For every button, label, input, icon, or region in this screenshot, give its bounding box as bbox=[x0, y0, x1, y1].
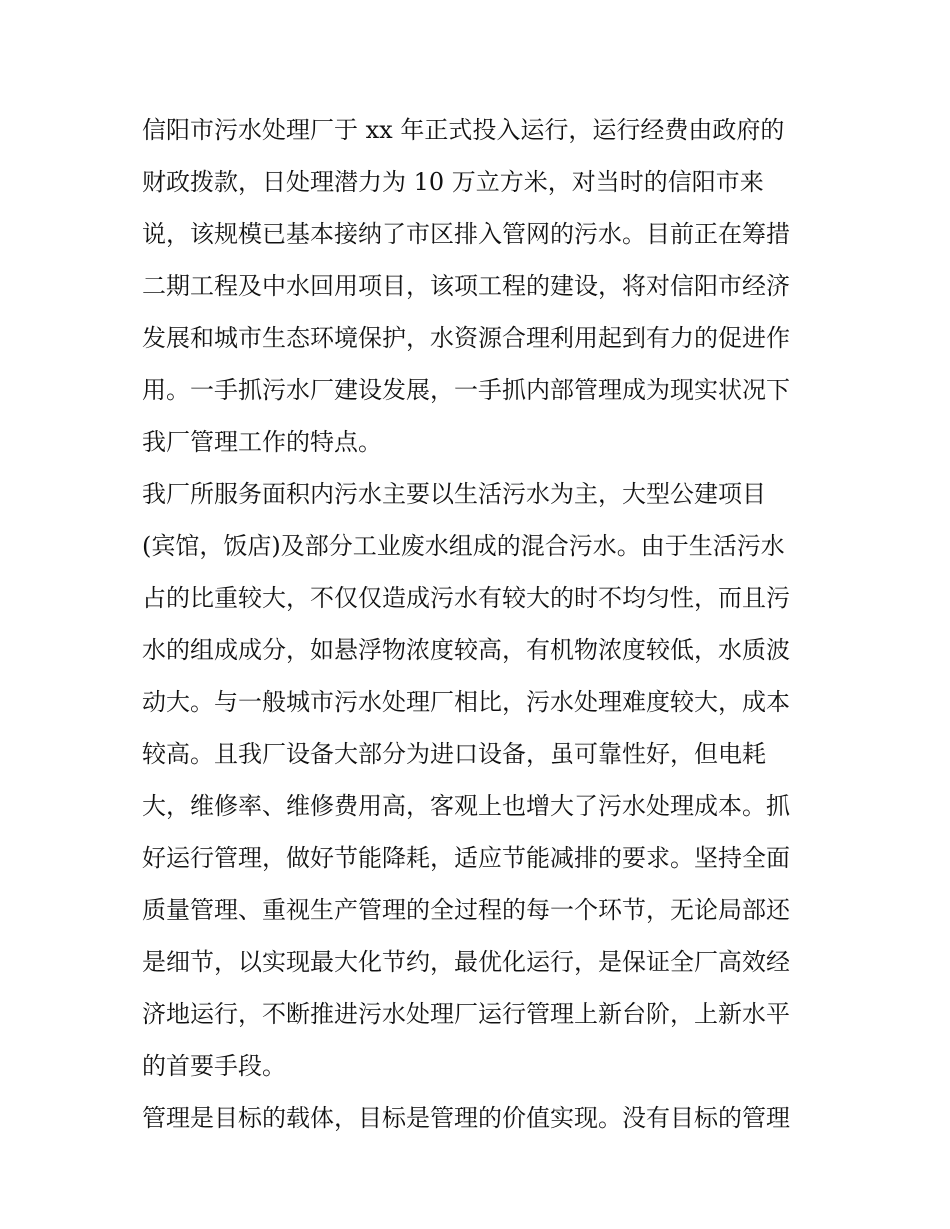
text-line: 济地运行，不断推进污水处理厂运行管理上新台阶，上新水平 bbox=[142, 1000, 790, 1028]
text-line: 我厂所服务面积内污水主要以生活污水为主，大型公建项目 bbox=[142, 480, 766, 508]
text-line: 的首要手段。 bbox=[142, 1052, 286, 1080]
text-line: 较高。且我厂设备大部分为进口设备，虽可靠性好，但电耗 bbox=[142, 740, 766, 768]
text-line: 二期工程及中水回用项目，该项工程的建设，将对信阳市经济 bbox=[142, 272, 790, 300]
text-line: 发展和城市生态环境保护，水资源合理利用起到有力的促进作 bbox=[142, 324, 790, 352]
text-line: 信阳市污水处理厂于 xx 年正式投入运行，运行经费由政府的 bbox=[142, 116, 785, 144]
text-line: 说，该规模已基本接纳了市区排入管网的污水。目前正在筹措 bbox=[142, 220, 790, 248]
text-line: 质量管理、重视生产管理的全过程的每一个环节，无论局部还 bbox=[142, 896, 790, 924]
text-line: 水的组成成分，如悬浮物浓度较高，有机物浓度较低，水质波 bbox=[142, 636, 790, 664]
text-line: 财政拨款，日处理潜力为 10 万立方米，对当时的信阳市来 bbox=[142, 168, 764, 196]
text-line: 是细节，以实现最大化节约，最优化运行，是保证全厂高效经 bbox=[142, 948, 790, 976]
text-line: 管理是目标的载体，目标是管理的价值实现。没有目标的管理 bbox=[142, 1104, 790, 1132]
text-line: 大，维修率、维修费用高，客观上也增大了污水处理成本。抓 bbox=[142, 792, 790, 820]
text-line: 占的比重较大，不仅仅造成污水有较大的时不均匀性，而且污 bbox=[142, 584, 790, 612]
text-line: 用。一手抓污水厂建设发展，一手抓内部管理成为现实状况下 bbox=[142, 376, 790, 404]
text-line: (宾馆，饭店)及部分工业废水组成的混合污水。由于生活污水 bbox=[142, 532, 785, 560]
text-line: 动大。与一般城市污水处理厂相比，污水处理难度较大，成本 bbox=[142, 688, 790, 716]
text-line: 好运行管理，做好节能降耗，适应节能减排的要求。坚持全面 bbox=[142, 844, 790, 872]
text-line: 我厂管理工作的特点。 bbox=[142, 428, 382, 456]
